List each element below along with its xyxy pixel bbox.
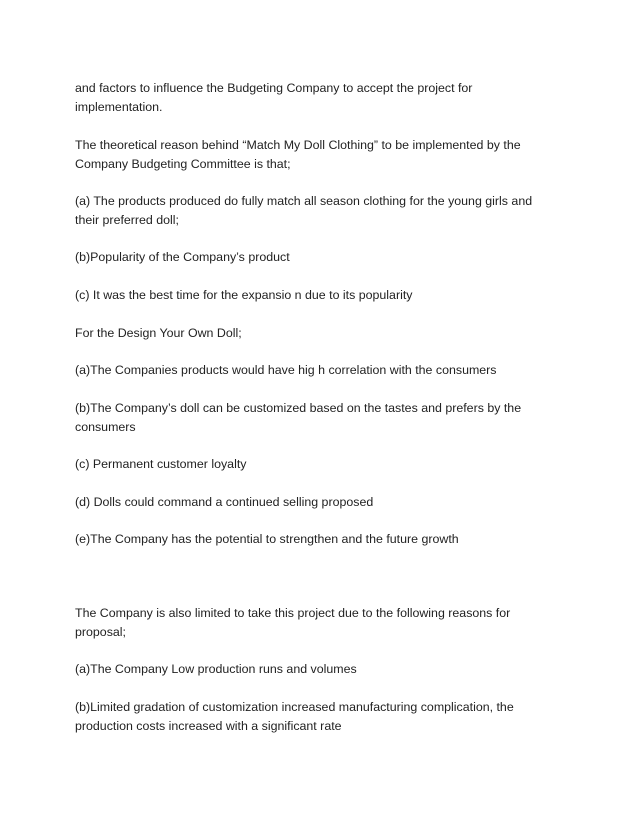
- text-line: (e)The Company has the potential to strengthen and the future growth: [75, 532, 459, 546]
- paragraph-design-your-own-doll: [75, 324, 555, 343]
- text-line: (b)Popularity of the Company’s product: [75, 250, 290, 264]
- text-line: The Company is also limited to take this project due to the following reasons for: [75, 606, 511, 620]
- text-line: production costs increased with a significant rate: [75, 719, 342, 733]
- text-line: (c) It was the best time for the expansio n due to its popularity: [75, 288, 413, 302]
- text-line: (a) The products produced do fully match all season clothing for the young girls and: [75, 194, 533, 208]
- paragraph-reason-c: [75, 286, 555, 305]
- paragraph-limitation-b: [75, 698, 555, 736]
- paragraph-doll-d: [75, 493, 555, 512]
- paragraph-theoretical-reason: [75, 136, 555, 174]
- text-line: (a)The Companies products would have hig h correlation with the consumers: [75, 363, 497, 377]
- paragraph-reason-b: [75, 248, 555, 267]
- text-line: For the Design Your Own Doll;: [75, 326, 242, 340]
- text-line: (d) Dolls could command a continued selling proposed: [75, 495, 374, 509]
- paragraph-limitations: [75, 604, 555, 642]
- text-line: (c) Permanent customer loyalty: [75, 457, 247, 471]
- paragraph-intro: [75, 79, 555, 117]
- paragraph-doll-b: [75, 399, 555, 437]
- text-line: proposal;: [75, 625, 126, 639]
- text-line: and factors to influence the Budgeting Company to accept the project for: [75, 81, 473, 95]
- text-line: consumers: [75, 420, 136, 434]
- paragraph-doll-c: [75, 455, 555, 474]
- paragraph-limitation-a: [75, 660, 555, 679]
- paragraph-doll-a: [75, 361, 555, 380]
- text-line: implementation.: [75, 100, 163, 114]
- text-line: The theoretical reason behind “Match My Doll Clothing” to be implemented by the: [75, 138, 521, 152]
- text-line: (b)Limited gradation of customization increased manufacturing complication, the: [75, 700, 514, 714]
- paragraph-reason-a: [75, 192, 555, 230]
- text-line: (a)The Company Low production runs and volumes: [75, 662, 357, 676]
- paragraph-doll-e: [75, 530, 555, 549]
- text-line: their preferred doll;: [75, 213, 179, 227]
- text-line: (b)The Company’s doll can be customized based on the tastes and prefers by the: [75, 401, 522, 415]
- text-line: Company Budgeting Committee is that;: [75, 157, 291, 171]
